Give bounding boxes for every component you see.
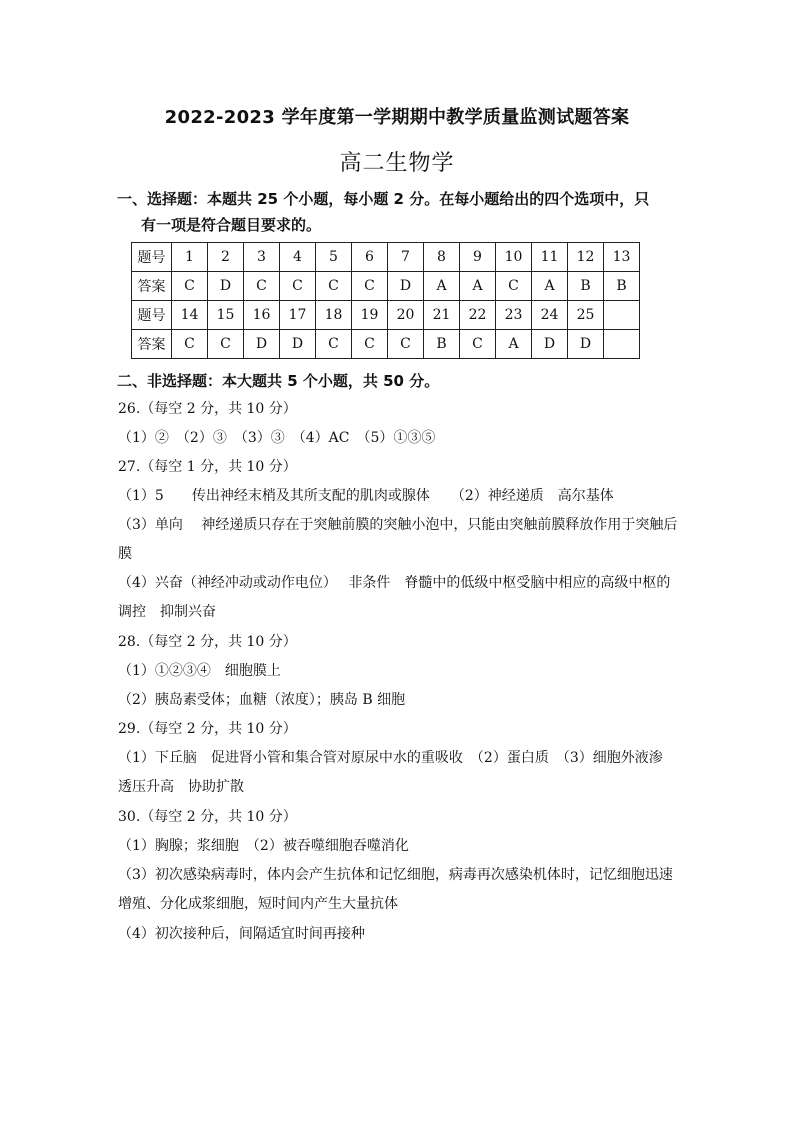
table-cell: B [568, 272, 604, 301]
table-cell: C [316, 272, 352, 301]
table-cell: 6 [352, 243, 388, 272]
answer-table [131, 242, 640, 359]
table-cell: C [280, 272, 316, 301]
table-cell: C [388, 330, 424, 359]
q30-line4: （4）初次接种后，间隔适宜时间再接种 [118, 926, 365, 942]
table-cell: 4 [280, 243, 316, 272]
table-cell: C [352, 272, 388, 301]
table-cell: 17 [280, 301, 316, 330]
table-cell: A [424, 272, 460, 301]
table-cell: D [388, 272, 424, 301]
table-cell: 14 [172, 301, 208, 330]
table-cell: 2 [208, 243, 244, 272]
page-title: 2022-2023 学年度第一学期期中教学质量监测试题答案 [164, 107, 630, 128]
table-cell: 20 [388, 301, 424, 330]
table-cell: 18 [316, 301, 352, 330]
q26-head: 26.（每空 2 分，共 10 分） [118, 401, 297, 417]
answer-row [132, 330, 640, 359]
table-cell: 3 [244, 243, 280, 272]
table-cell: D [208, 272, 244, 301]
table-cell: 10 [496, 243, 532, 272]
table-cell: C [352, 330, 388, 359]
q26-answers: （1）② （2）③ （3）③ （4）AC （5）①③⑤ [118, 430, 436, 446]
q29-line1: （1）下丘脑 促进肾小管和集合管对原尿中水的重吸收 （2）蛋白质 （3）细胞外液渗 [118, 750, 663, 766]
q27-line1: （1）5 传出神经末梢及其所支配的肌肉或腺体 （2）神经递质 高尔基体 [118, 488, 614, 504]
q30-line2: （3）初次感染病毒时，体内会产生抗体和记忆细胞，病毒再次感染机体时，记忆细胞迅速 [118, 867, 673, 883]
q30-head: 30.（每空 2 分，共 10 分） [118, 809, 297, 825]
table-cell: C [208, 330, 244, 359]
section2-heading: 二、非选择题：本大题共 5 个小题，共 50 分。 [117, 372, 440, 390]
table-cell: B [424, 330, 460, 359]
table-cell [604, 330, 640, 359]
table-cell: C [316, 330, 352, 359]
table-cell: 23 [496, 301, 532, 330]
q27-line3: 膜 [118, 546, 132, 562]
q28-head: 28.（每空 2 分，共 10 分） [118, 634, 297, 650]
table-cell: D [280, 330, 316, 359]
table-cell: 25 [568, 301, 604, 330]
row-label-cell: 答案 [132, 330, 172, 359]
table-cell: 9 [460, 243, 496, 272]
table-cell: 13 [604, 243, 640, 272]
table-cell: 15 [208, 301, 244, 330]
row-label-cell: 答案 [132, 272, 172, 301]
q29-head: 29.（每空 2 分，共 10 分） [118, 721, 297, 737]
q27-line5: 调控 抑制兴奋 [118, 604, 216, 620]
q27-head: 27.（每空 1 分，共 10 分） [118, 459, 297, 475]
table-cell: D [568, 330, 604, 359]
answer-row [132, 272, 640, 301]
table-cell: C [496, 272, 532, 301]
row-label-cell: 题号 [132, 243, 172, 272]
table-cell: 11 [532, 243, 568, 272]
table-cell: C [460, 330, 496, 359]
q30-line3: 增殖、分化成浆细胞，短时间内产生大量抗体 [118, 896, 398, 912]
table-cell: 21 [424, 301, 460, 330]
q28-line1: （1）①②③④ 细胞膜上 [118, 663, 281, 679]
page-subtitle: 高二生物学 [339, 151, 455, 176]
question-number-row [132, 301, 640, 330]
table-cell: 12 [568, 243, 604, 272]
table-cell: A [496, 330, 532, 359]
q28-line2: （2）胰岛素受体；血糖（浓度）；胰岛 B 细胞 [118, 692, 406, 708]
q29-line2: 透压升高 协助扩散 [118, 779, 244, 795]
table-cell: A [532, 272, 568, 301]
q27-line2: （3）单向 神经递质只存在于突触前膜的突触小泡中，只能由突触前膜释放作用于突触后 [118, 517, 678, 533]
table-cell: 16 [244, 301, 280, 330]
section1-heading-line2: 有一项是符合题目要求的。 [141, 216, 322, 234]
table-cell: 1 [172, 243, 208, 272]
table-cell: D [244, 330, 280, 359]
table-cell [604, 301, 640, 330]
table-cell: 8 [424, 243, 460, 272]
section1-heading [117, 186, 682, 238]
table-cell: 5 [316, 243, 352, 272]
q27-line4: （4）兴奋（神经冲动或动作电位） 非条件 脊髓中的低级中枢受脑中相应的高级中枢的 [118, 575, 671, 591]
table-cell: A [460, 272, 496, 301]
table-cell: C [172, 272, 208, 301]
table-cell: C [244, 272, 280, 301]
question-number-row [132, 243, 640, 272]
section1-heading-line1: 一、选择题：本题共 25 个小题，每小题 2 分。在每小题给出的四个选项中，只 [117, 190, 650, 208]
table-cell: C [172, 330, 208, 359]
table-cell: 19 [352, 301, 388, 330]
row-label-cell: 题号 [132, 301, 172, 330]
table-cell: 7 [388, 243, 424, 272]
table-cell: 24 [532, 301, 568, 330]
table-cell: B [604, 272, 640, 301]
table-cell: 22 [460, 301, 496, 330]
q30-line1: （1）胸腺；浆细胞 （2）被吞噬细胞吞噬消化 [118, 838, 409, 854]
table-cell: D [532, 330, 568, 359]
